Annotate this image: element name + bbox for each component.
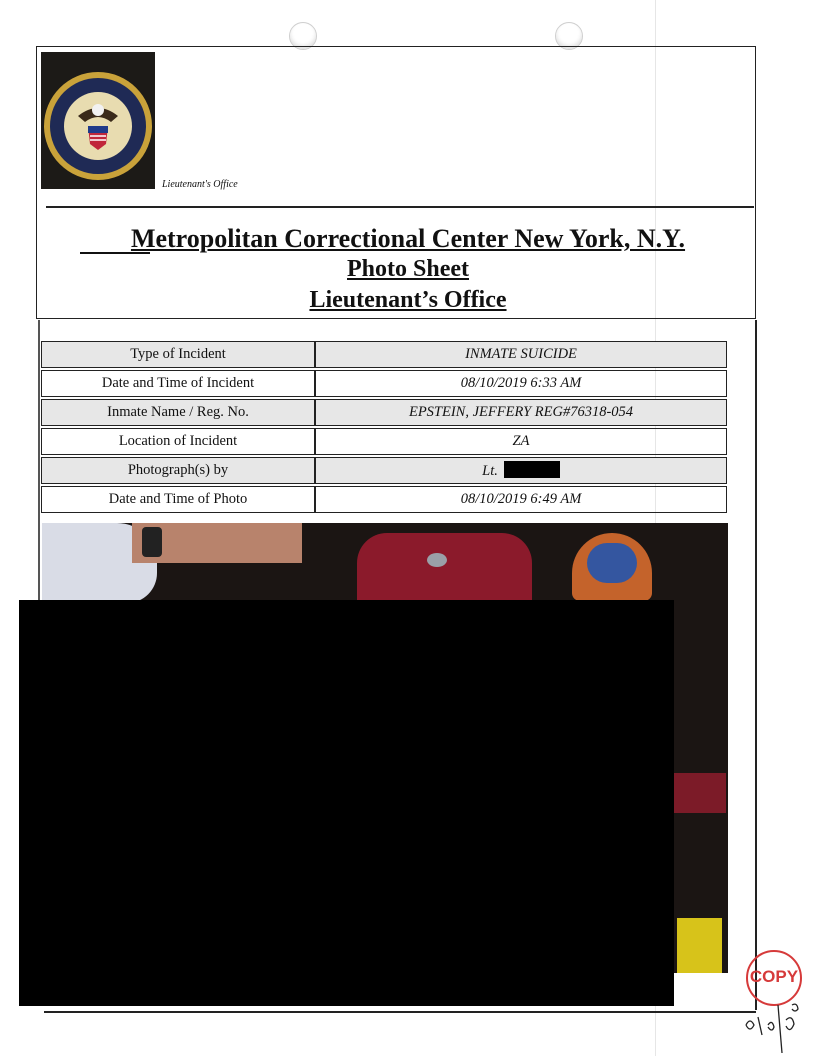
table-row xyxy=(41,399,727,426)
frame-right-border xyxy=(755,320,757,1010)
table-row xyxy=(41,341,727,368)
page-subtitle-office: Lieutenant’s Office xyxy=(309,287,507,313)
frame-left-border xyxy=(38,320,40,610)
doj-seal-icon xyxy=(41,52,155,189)
inmate-name-value: EPSTEIN, JEFFERY REG#76318-054 xyxy=(315,399,727,426)
photo-red-region xyxy=(674,773,726,813)
photographer-value: Lt. xyxy=(482,463,498,479)
table-row xyxy=(41,457,727,484)
photographer-label: Photograph(s) by xyxy=(41,457,315,484)
incident-type-label: Type of Incident xyxy=(41,341,315,368)
redaction-box-large xyxy=(19,600,674,1006)
photo-datetime-label: Date and Time of Photo xyxy=(41,486,315,513)
page-title xyxy=(0,224,816,254)
copy-stamp-text: COPY xyxy=(749,967,799,986)
header-divider xyxy=(46,206,754,208)
table-row xyxy=(41,428,727,455)
page-title-text: Metropolitan Correctional Center New York, N.Y. xyxy=(130,224,686,253)
office-label: Lieutenant's Office xyxy=(162,179,238,190)
photo-watch-region xyxy=(142,527,162,557)
incident-datetime-value: 08/10/2019 6:33 AM xyxy=(315,370,727,397)
incident-info-table xyxy=(41,339,727,515)
page-subtitle: Photo Sheet xyxy=(347,256,469,282)
frame-bottom-border xyxy=(44,1011,756,1013)
location-value: ZA xyxy=(315,428,727,455)
table-row xyxy=(41,486,727,513)
incident-type-value: INMATE SUICIDE xyxy=(315,341,727,368)
photo-bag-patch-region xyxy=(427,553,447,567)
inmate-name-label: Inmate Name / Reg. No. xyxy=(41,399,315,426)
location-label: Location of Incident xyxy=(41,428,315,455)
photo-fdny-patch-inner xyxy=(587,543,637,583)
photographer-cell xyxy=(315,457,727,484)
photo-datetime-value: 08/10/2019 6:49 AM xyxy=(315,486,727,513)
incident-datetime-label: Date and Time of Incident xyxy=(41,370,315,397)
photo-reflective-stripe xyxy=(677,918,722,973)
redaction-box xyxy=(504,461,560,478)
handwritten-signature xyxy=(740,995,810,1055)
table-row xyxy=(41,370,727,397)
